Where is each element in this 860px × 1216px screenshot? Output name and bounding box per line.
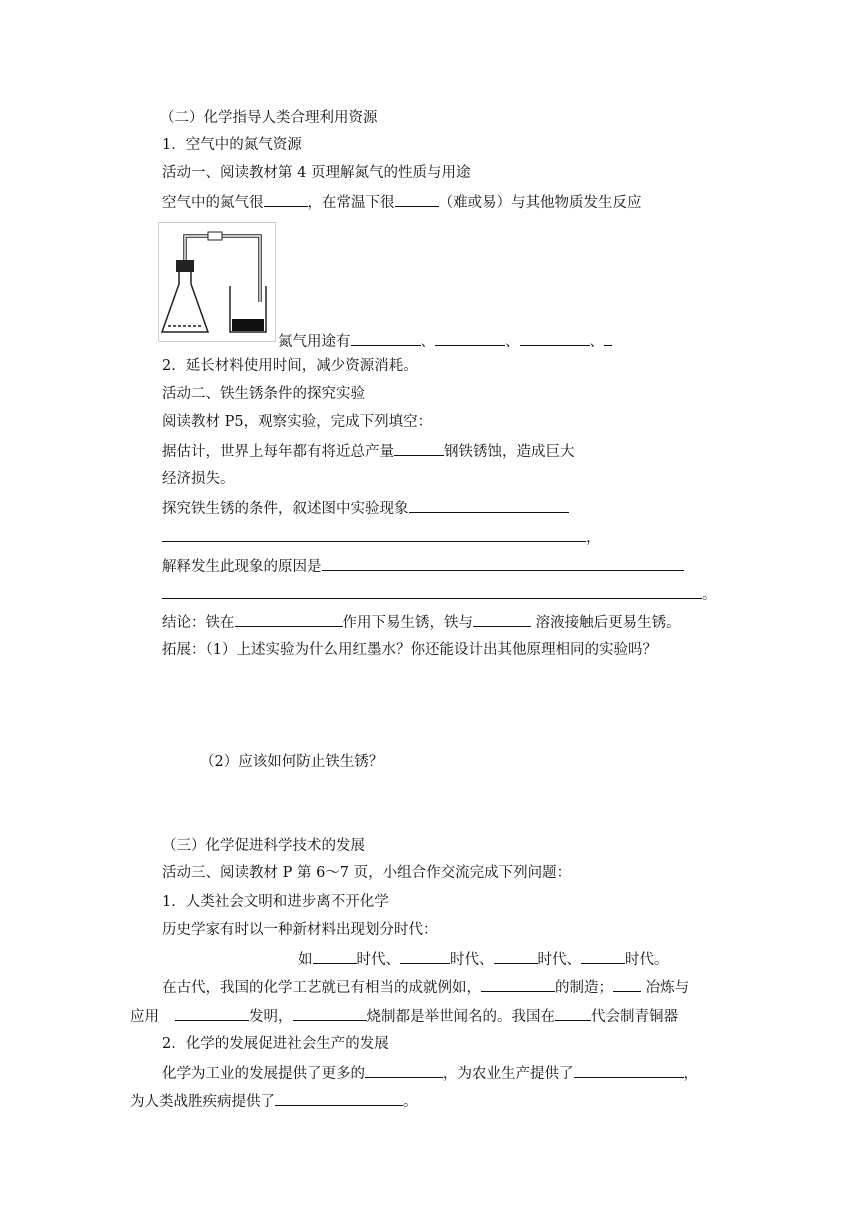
estimate-line: [162, 441, 575, 462]
question-text: 经济损失。: [162, 471, 235, 487]
separator: 、: [566, 952, 581, 968]
explore-line-2: [162, 527, 601, 548]
activity-heading: 活动一、阅读教材第 4 页理解氮气的性质与用途: [162, 165, 471, 181]
question-text: ，在常温下很: [307, 195, 395, 211]
question-text: 溶液接触后更易生锈。: [531, 615, 681, 631]
punctuation: ，: [586, 530, 601, 546]
activity-heading: 活动三、阅读教材 P 第 6～7 页，小组合作交流完成下列问题：: [162, 865, 572, 881]
answer-blank[interactable]: [581, 949, 625, 964]
answer-blank[interactable]: [574, 1063, 684, 1078]
question-text: 探究铁生锈的条件，叙述图中实验现象: [162, 501, 409, 517]
answer-blank[interactable]: [494, 949, 538, 964]
item-heading: 2．化学的发展促进社会生产的发展: [162, 1036, 389, 1052]
separator: 、: [505, 334, 520, 350]
separator: 、: [420, 334, 435, 350]
question-text: 应用: [130, 1009, 159, 1025]
activity-heading: 活动二、铁生锈条件的探究实验: [162, 386, 365, 402]
question-line: [162, 192, 642, 213]
separator: 、: [479, 952, 494, 968]
explore-line: [162, 498, 569, 519]
question-text: 时代。: [625, 952, 669, 968]
question-text: 作用下易生锈，铁与: [342, 615, 473, 631]
answer-blank[interactable]: [162, 584, 702, 599]
answer-blank[interactable]: [264, 192, 308, 207]
answer-blank[interactable]: [520, 331, 590, 346]
answer-blank[interactable]: [313, 949, 357, 964]
question-text: 结论：铁在: [162, 615, 235, 631]
answer-blank[interactable]: [400, 949, 450, 964]
question-text: 时代: [450, 952, 479, 968]
apply-line: [130, 1006, 678, 1027]
disease-line: [130, 1091, 418, 1112]
answer-blank[interactable]: [555, 1006, 591, 1021]
ancient-line: [162, 977, 689, 998]
question-text: 化学为工业的发展提供了更多的: [162, 1066, 365, 1082]
question-text: ，为农业生产提供了: [443, 1066, 574, 1082]
question-text: 据估计，世界上每年都有将近总产量: [162, 444, 394, 460]
extension-question-2: （2）应该如何防止铁生锈？: [200, 754, 384, 770]
answer-blank[interactable]: [275, 1091, 403, 1106]
answer-blank[interactable]: [395, 192, 439, 207]
separator: 、: [385, 952, 400, 968]
era-line: [298, 949, 669, 970]
question-text: 解释发生此现象的原因是: [162, 559, 322, 575]
punctuation: 。: [403, 1094, 418, 1110]
answer-blank[interactable]: [473, 612, 531, 627]
question-text: 冶炼与: [641, 980, 690, 996]
section-heading: （二）化学指导人类合理利用资源: [160, 110, 378, 126]
instruction-text: 历史学家有时以一种新材料出现划分时代：: [162, 922, 438, 938]
answer-blank[interactable]: [409, 498, 569, 513]
question-text: 时代: [356, 952, 386, 968]
nitrogen-uses-line: [278, 331, 612, 352]
punctuation: ，: [683, 1066, 698, 1082]
answer-blank[interactable]: [322, 556, 684, 571]
question-text: 空气中的氮气很: [162, 195, 264, 211]
answer-blank[interactable]: [481, 977, 555, 992]
question-text: 为人类战胜疾病提供了: [130, 1094, 275, 1110]
question-text: 烧制都是举世闻名的。我国在: [366, 1009, 555, 1025]
question-text: 时代: [537, 952, 567, 968]
answer-blank[interactable]: [351, 331, 421, 346]
punctuation: 。: [702, 587, 717, 603]
answer-blank[interactable]: [235, 612, 343, 627]
item-heading: 1．人类社会文明和进步离不开化学: [162, 894, 389, 910]
question-text: 在古代，我国的化学工艺就已有相当的成就例如，: [162, 980, 481, 996]
question-text: 代会制青铜器: [591, 1009, 678, 1025]
section-heading: （三）化学促进科学技术的发展: [162, 838, 365, 854]
explain-line-2: [162, 584, 717, 605]
item-heading: 1．空气中的氮气资源: [162, 137, 302, 153]
instruction-text: 阅读教材 P5，观察实验，完成下列填空：: [162, 414, 433, 430]
separator: 、: [589, 334, 604, 350]
explain-line: [162, 556, 684, 577]
answer-blank[interactable]: [293, 1006, 367, 1021]
question-text: 如: [298, 952, 313, 968]
answer-blank[interactable]: [394, 441, 444, 456]
question-text: 发明，: [249, 1009, 293, 1025]
answer-blank[interactable]: [604, 331, 612, 346]
question-text: 的制造；: [555, 980, 613, 996]
answer-blank[interactable]: [435, 331, 505, 346]
item-heading: 2．延长材料使用时间，减少资源消耗。: [162, 358, 418, 374]
conclusion-line: [162, 612, 681, 633]
answer-blank[interactable]: [613, 977, 641, 992]
answer-blank[interactable]: [175, 1006, 249, 1021]
question-text: 钢铁锈蚀，造成巨大: [444, 444, 575, 460]
apparatus-figure: [158, 222, 276, 342]
answer-blank[interactable]: [162, 527, 586, 542]
extension-question: 拓展：（1）上述实验为什么用红墨水？你还能设计出其他原理相同的实验吗？: [162, 642, 657, 658]
question-text: （难或易）与其他物质发生反应: [438, 195, 642, 211]
answer-blank[interactable]: [365, 1063, 443, 1078]
industry-line: [162, 1063, 698, 1084]
uses-label: 氮气用途有: [278, 334, 351, 350]
